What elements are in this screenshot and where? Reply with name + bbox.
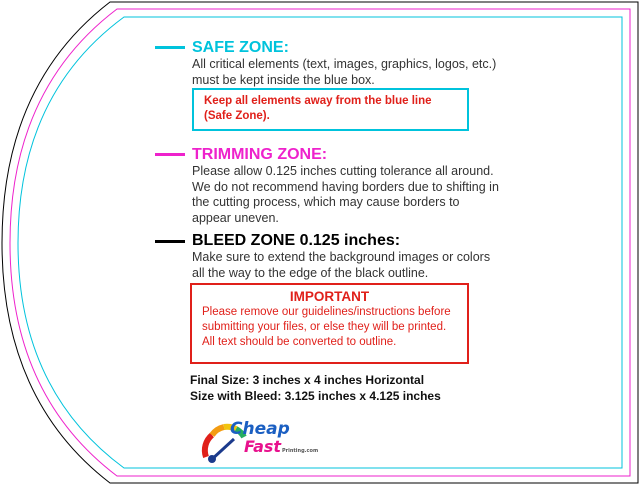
trimming-zone-line-2: We do not recommend having borders due to shifting in bbox=[192, 179, 499, 194]
important-line-3: All text should be converted to outline. bbox=[202, 336, 397, 348]
trimming-zone-line bbox=[155, 153, 185, 156]
bleed-zone-text bbox=[192, 250, 490, 281]
important-title: IMPORTANT bbox=[289, 289, 370, 304]
trimming-zone-title: TRIMMING ZONE: bbox=[192, 146, 328, 163]
safe-zone-title: SAFE ZONE: bbox=[192, 39, 289, 56]
bleed-zone-line bbox=[155, 240, 185, 243]
trimming-zone-text bbox=[192, 164, 499, 226]
trimming-zone-line-1: Please allow 0.125 inches cutting tolerance all around. bbox=[192, 164, 494, 178]
bleed-size: Size with Bleed: 3.125 inches x 4.125 inches bbox=[190, 389, 441, 403]
safe-zone-text bbox=[192, 57, 496, 88]
cheap-fast-printing-logo bbox=[200, 415, 320, 465]
trimming-zone-line-4: appear uneven. bbox=[192, 210, 279, 225]
safe-zone-box bbox=[192, 88, 469, 131]
size-info bbox=[190, 372, 441, 404]
logo-word-cheap: Cheap bbox=[230, 419, 290, 439]
trimming-zone-line-3: the cutting process, which may cause borders to bbox=[192, 195, 460, 209]
safe-zone-line bbox=[155, 46, 185, 49]
final-size: Final Size: 3 inches x 4 inches Horizontal bbox=[190, 373, 425, 387]
logo-word-fast: Fast bbox=[244, 437, 282, 456]
bleed-zone-line-2: all the way to the edge of the black outline. bbox=[192, 265, 429, 280]
bleed-zone-title: BLEED ZONE 0.125 inches: bbox=[192, 232, 401, 249]
safe-zone-line-2: must be kept inside the blue box. bbox=[192, 72, 375, 87]
logo-word-printing: Printing.com bbox=[282, 448, 319, 454]
safe-box-line-2: (Safe Zone). bbox=[204, 110, 270, 122]
important-line-2: submitting your files, or else they will be printed. bbox=[202, 321, 447, 333]
important-line-1: Please remove our guidelines/instructions before bbox=[202, 306, 451, 318]
bleed-zone-line-1: Make sure to extend the background images or colors bbox=[192, 250, 491, 264]
safe-zone-line-1: All critical elements (text, images, graphics, logos, etc.) bbox=[192, 57, 497, 71]
safe-box-line-1: Keep all elements away from the blue line bbox=[204, 95, 432, 107]
important-box bbox=[190, 283, 469, 364]
